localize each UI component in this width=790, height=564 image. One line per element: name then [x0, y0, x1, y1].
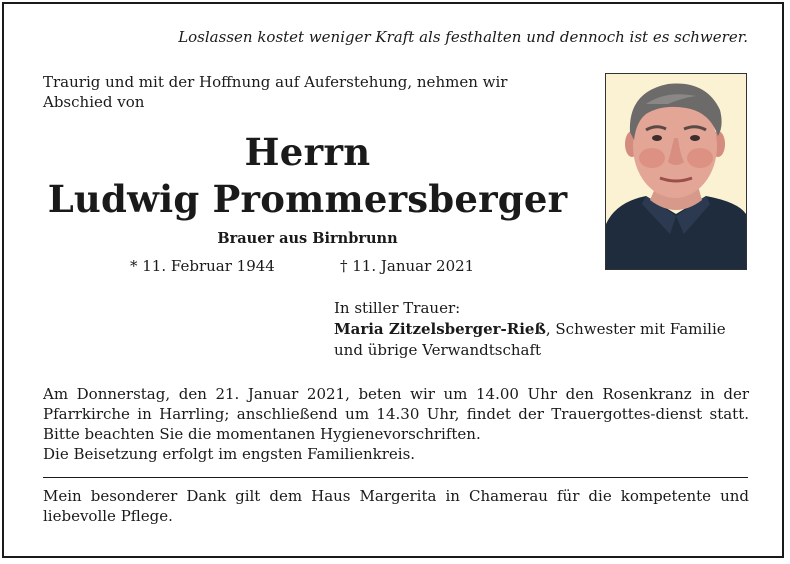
birth-date: * 11. Februar 1944 [130, 257, 275, 275]
mourners-block [334, 298, 754, 361]
intro-text: Traurig und mit der Hoffnung auf Auferstehung, nehmen wir Abschied von [43, 73, 508, 111]
mourner-name: Maria Zitzelsberger-Rieß [334, 320, 546, 338]
motto-quote: Loslassen kostet weniger Kraft als festhalten und dennoch ist es schwerer. [178, 28, 748, 46]
burial-info: Die Beisetzung erfolgt im engsten Familienkreis. [43, 445, 416, 463]
section-divider [43, 477, 748, 478]
deceased-name: Ludwig Prommersberger [47, 177, 568, 221]
portrait-photo [605, 73, 747, 270]
mourner-relation: , Schwester mit Familie [545, 320, 726, 338]
service-info: Am Donnerstag, den 21. Januar 2021, beten wir um 14.00 Uhr den Rosenkranz in der Pfarrkirche in Harrling; anschließend um 14.30 Uhr, findet der Trauergottes-dienst statt. Bitte beachten Sie die momentanen Hygienevorschriften. [43, 385, 749, 443]
mourner-line [334, 319, 754, 340]
other-relatives: und übrige Verwandtschaft [334, 341, 542, 359]
death-date: † 11. Januar 2021 [340, 257, 475, 275]
funeral-info [43, 384, 749, 464]
mourning-heading: In stiller Trauer: [334, 299, 461, 317]
thanks-text: Mein besonderer Dank gilt dem Haus Margerita in Chamerau für die kompetente und liebevolle Pflege. [43, 487, 749, 525]
occupation: Brauer aus Birnbrunn [217, 230, 398, 247]
salutation: Herrn [244, 130, 371, 174]
